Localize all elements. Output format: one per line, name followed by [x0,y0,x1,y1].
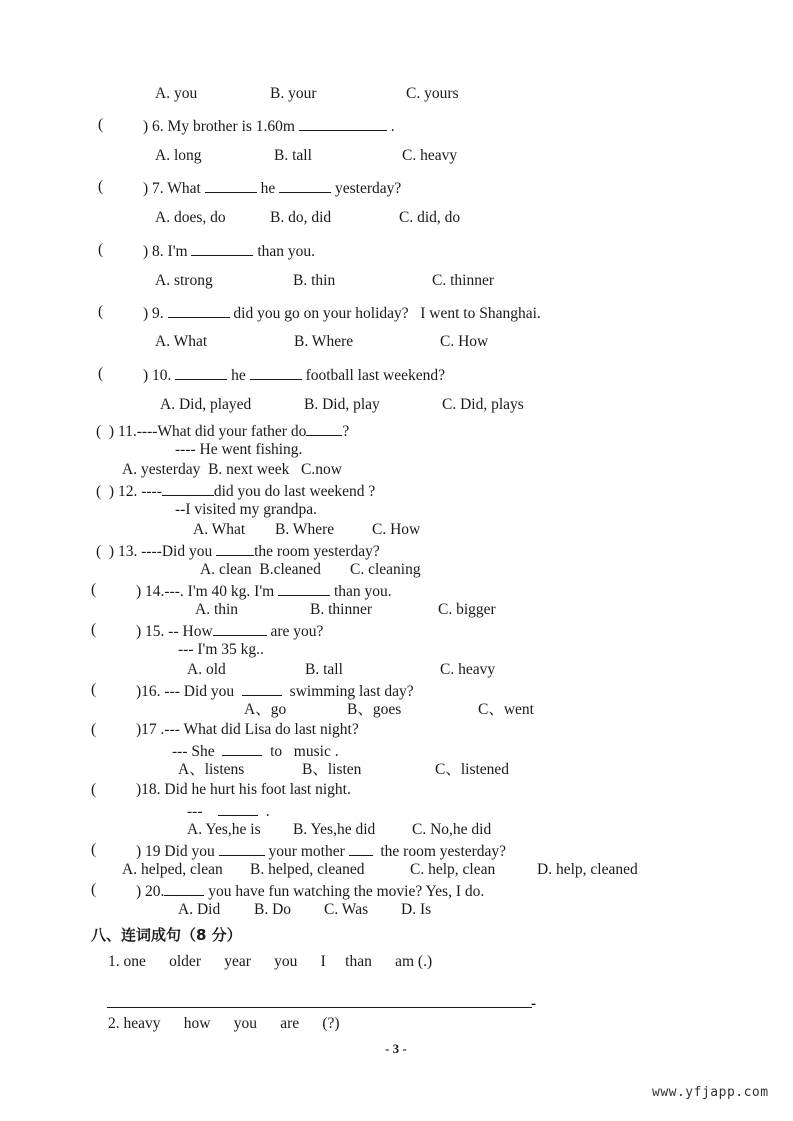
q11-question: ( ) 11.----What did your father do ? [96,423,350,440]
q20-question: ) 20. you have fun watching the movie? Yes, I do. [136,883,485,900]
q10-option-c: C. Did, plays [442,396,524,413]
q10-option-a: A. Did, played [160,396,252,413]
q7-option-b: B. do, did [270,209,332,226]
q14-option-a: A. thin [195,601,239,618]
q10-paren-open: ( [98,365,104,382]
q8-option-b: B. thin [293,272,336,289]
q15-paren-open: ( [91,621,97,638]
q10-question: ) 10. he football last weekend? [143,367,446,384]
q17-reply: --- She to music . [172,743,339,760]
q17-option-a: A、listens [178,761,245,778]
q7-question: ) 7. What he yesterday? [143,180,402,197]
q13-option-ab: A. clean B.cleaned [200,561,321,578]
answer-blank[interactable] [250,366,302,380]
q20-paren-open: ( [91,881,97,898]
answer-blank[interactable] [299,117,387,131]
sentence-1-words: 1. one older year you I than am (.) [108,953,433,970]
q19-option-c: C. help, clean [410,861,496,878]
q19-option-d: D. help, cleaned [537,861,638,878]
q10-option-b: B. Did, play [304,396,380,413]
answer-blank[interactable] [205,179,257,193]
answer-blank[interactable] [306,422,342,436]
q16-option-c: C、went [478,701,534,718]
q18-reply: --- . [187,803,270,820]
q8-paren-open: ( [98,241,104,258]
q9-option-a: A. What [155,333,208,350]
q9-paren-open: ( [98,303,104,320]
q15-option-b: B. tall [305,661,343,678]
q6-option-c: C. heavy [402,147,458,164]
q8-option-a: A. strong [155,272,213,289]
q9-question: ) 9. did you go on your holiday? I went to Shanghai. [143,305,541,322]
answer-blank[interactable] [349,842,373,856]
q11-options: A. yesterday B. next week C.now [122,461,342,478]
section-title: 八、连词成句（8 分） [91,926,242,944]
q8-option-c: C. thinner [432,272,494,289]
answer-blank[interactable] [219,842,265,856]
q17-option-c: C、listened [435,761,510,778]
q20-option-b: B. Do [254,901,292,918]
answer-blank[interactable] [191,242,253,256]
q14-option-b: B. thinner [310,601,372,618]
q15-option-c: C. heavy [440,661,496,678]
q12-reply: --I visited my grandpa. [175,501,318,518]
answer-blank[interactable] [213,622,267,636]
q6-option-a: A. long [155,147,202,164]
answer-blank[interactable] [168,304,230,318]
q15-reply: --- I'm 35 kg.. [178,641,264,658]
q12-question: ( ) 12. ---- did you do last weekend ? [96,483,376,500]
page-number: - 3 - [385,1041,407,1056]
q19-question: ) 19 Did you your mother the room yesterday? [136,843,507,860]
q9-option-b: B. Where [294,333,354,350]
q15-option-a: A. old [187,661,226,678]
q20-option-c: C. Was [324,901,369,918]
q18-option-b: B. Yes,he did [293,821,376,838]
q13-question: ( ) 13. ----Did you the room yesterday? [96,543,380,560]
q14-paren-open: ( [91,581,97,598]
sentence-2-words: 2. heavy how you are (?) [108,1015,340,1032]
q12-option-c: C. How [372,521,421,538]
q18-paren-open: ( [91,781,97,798]
q5-option-a: A. you [155,85,198,102]
q7-option-c: C. did, do [399,209,461,226]
q19-paren-open: ( [91,841,97,858]
q7-option-a: A. does, do [155,209,226,226]
q16-option-a: A、go [244,701,287,718]
q16-question: )16. --- Did you swimming last day? [136,683,414,700]
q16-paren-open: ( [91,681,97,698]
answer-blank[interactable] [222,742,262,756]
q20-option-a: A. Did [178,901,221,918]
q11-reply: ---- He went fishing. [175,441,303,458]
q18-option-c: C. No,he did [412,821,492,838]
q6-question: ) 6. My brother is 1.60m . [143,118,395,135]
q8-question: ) 8. I'm than you. [143,243,315,260]
answer-line[interactable] [107,1007,532,1008]
q13-option-c: C. cleaning [350,561,421,578]
q20-option-d: D. Is [401,901,432,918]
q6-option-b: B. tall [274,147,312,164]
answer-blank[interactable] [278,582,330,596]
q18-option-a: A. Yes,he is [187,821,261,838]
answer-blank[interactable] [279,179,331,193]
answer-blank[interactable] [242,682,282,696]
q12-option-a: A. What [193,521,246,538]
q18-question: )18. Did he hurt his foot last night. [136,781,351,798]
q9-option-c: C. How [440,333,489,350]
q17-paren-open: ( [91,721,97,738]
q14-question: ) 14.---. I'm 40 kg. I'm than you. [136,583,392,600]
q12-option-b: B. Where [275,521,335,538]
q19-option-b: B. helped, cleaned [250,861,365,878]
q16-option-b: B、goes [347,701,402,718]
answer-blank[interactable] [216,542,254,556]
answer-blank[interactable] [175,366,227,380]
q15-question: ) 15. -- How are you? [136,623,324,640]
watermark: www.yfjapp.com [652,1085,769,1100]
q14-option-c: C. bigger [438,601,496,618]
answer-line-end-mark: - [531,995,537,1012]
answer-blank[interactable] [162,482,214,496]
q19-option-a: A. helped, clean [122,861,223,878]
answer-blank[interactable] [218,802,258,816]
q17-option-b: B、listen [302,761,362,778]
q5-option-b: B. your [270,85,317,102]
answer-blank[interactable] [164,882,204,896]
q17-question: )17 .--- What did Lisa do last night? [136,721,359,738]
q6-paren-open: ( [98,116,104,133]
q5-option-c: C. yours [406,85,459,102]
q7-paren-open: ( [98,178,104,195]
